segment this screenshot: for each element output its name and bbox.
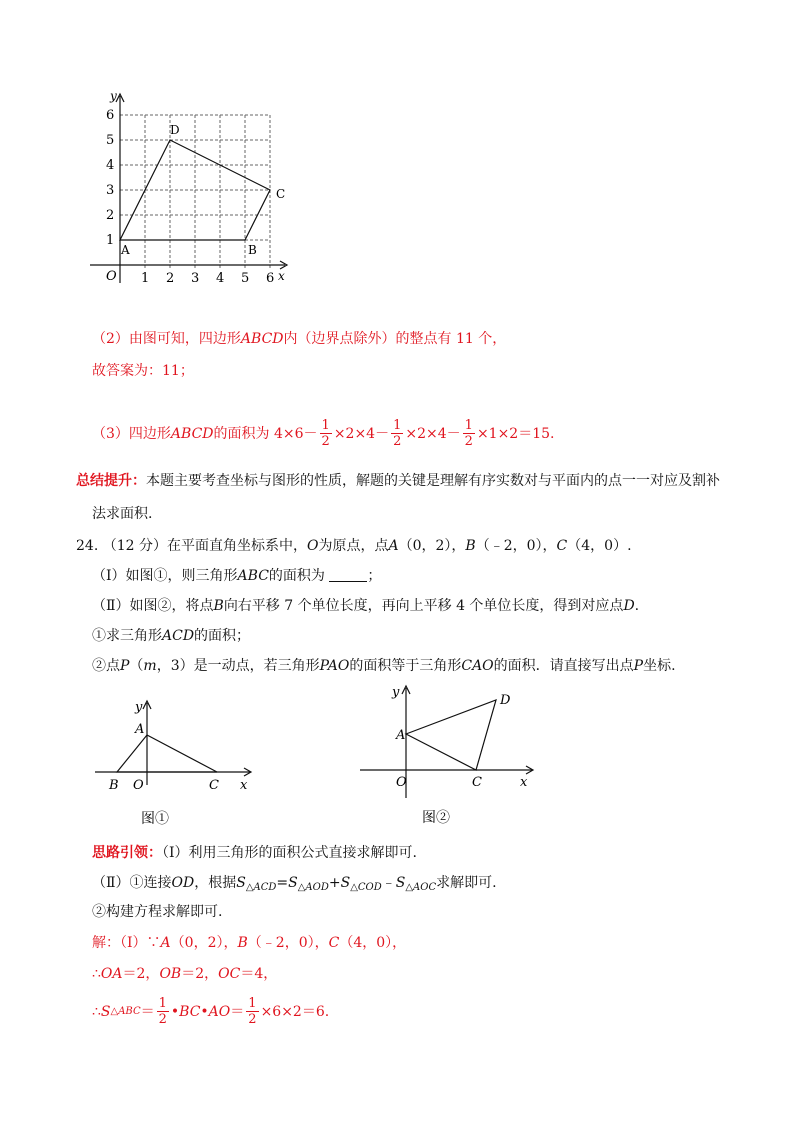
solution-line-1: 解：（Ⅰ）∵A（0，2），B（﹣2，0），C（4，0）， [92, 935, 407, 951]
fraction-half: $\frac{1}{2}$ [158, 996, 167, 1027]
fig1-o-label: O [133, 778, 144, 793]
summary-line-2: 法求面积. [92, 506, 153, 522]
q24-part2a: ①求三角形ACD的面积； [92, 628, 251, 644]
hint-line-3: ②构建方程求解即可. [92, 904, 223, 920]
fig2-x-label: x [520, 775, 528, 790]
fraction-half: $\frac{1}{2}$ [321, 418, 330, 449]
fraction-half: $\frac{1}{2}$ [464, 418, 473, 449]
part2-line: （2）由图可知，四边形ABCD内（边界点除外）的整点有 11 个， [92, 331, 507, 347]
y-tick-4: 4 [106, 158, 115, 173]
y-tick-1: 1 [106, 233, 115, 248]
figure-1 [95, 695, 255, 830]
solution-line-3: ∴ S △ABC ＝ $\frac{1}{2}$ •BC•AO ＝ $\frac{1}{2}$ ×6×2＝6. [92, 996, 330, 1027]
fraction-half: $\frac{1}{2}$ [393, 418, 402, 449]
q24-part2b: ②点P（m，3）是一动点，若三角形PAO的面积等于三角形CAO的面积．请直接写出点P坐标. [92, 658, 676, 674]
fig1-a-label: A [135, 722, 145, 737]
figure-2 [360, 680, 540, 830]
fig2-a-label: A [396, 728, 406, 743]
x-tick-1: 1 [141, 271, 150, 286]
fig1-x-label: x [240, 778, 248, 793]
grid-x-label: x [278, 269, 285, 283]
point-c-label: C [276, 187, 286, 201]
fig1-y-label: y [135, 700, 143, 715]
x-tick-2: 2 [166, 271, 175, 286]
q24-part2: （Ⅱ）如图②，将点B向右平移 7 个单位长度，再向上平移 4 个单位长度，得到对应点D. [92, 598, 640, 614]
point-d-label: D [170, 123, 180, 137]
x-tick-3: 3 [191, 271, 200, 286]
grid-figure [90, 88, 300, 288]
fig1-caption: 图① [141, 811, 169, 827]
solution-line-2: ∴OA＝2，OB＝2，OC＝4， [92, 966, 278, 982]
part3-line: （3）四边形 ABCD 的面积为 4×6－ $\frac{1}{2}$ ×2×4－ $\frac{1}{2}$ ×2×4－ $\frac{1}{2}$ ×1×2＝15. [92, 418, 555, 449]
fig2-c-label: C [472, 775, 482, 790]
y-tick-2: 2 [106, 208, 115, 223]
x-tick-6: 6 [266, 271, 275, 286]
answer-blank [329, 567, 367, 582]
x-tick-4: 4 [216, 271, 225, 286]
summary-line-1: 总结提升：本题主要考查坐标与图形的性质，解题的关键是理解有序实数对与平面内的点一一对应及割补 [76, 473, 720, 489]
hint-line-1: 思路引领：（Ⅰ）利用三角形的面积公式直接求解即可. [92, 845, 417, 861]
point-a-label: A [121, 243, 130, 257]
fig1-b-label: B [109, 778, 119, 793]
fig1-c-label: C [209, 778, 219, 793]
grid-y-label: y [110, 89, 117, 103]
q24-part1: （Ⅰ）如图①，则三角形ABC的面积为 ； [92, 568, 382, 584]
fig2-y-label: y [392, 685, 400, 700]
part2-answer: 故答案为：11； [92, 363, 194, 379]
fraction-half: $\frac{1}{2}$ [248, 996, 257, 1027]
y-tick-6: 6 [106, 108, 115, 123]
fig2-o-label: O [396, 775, 407, 790]
y-tick-3: 3 [106, 183, 115, 198]
grid-origin: O [106, 269, 117, 284]
x-tick-5: 5 [241, 271, 250, 286]
q24-stem: 24. （12 分）在平面直角坐标系中，O为原点，点A（0，2），B（﹣2，0），C（4，0）. [76, 538, 632, 554]
point-b-label: B [248, 243, 257, 257]
hint-line-2: （Ⅱ）①连接OD，根据$S_{\triangle ACD}=S_{\triangle AOD}+S_{\triangle COD}﹣S_{\triangle AOC}$求解即可. [92, 875, 497, 893]
y-tick-5: 5 [106, 133, 115, 148]
fig2-d-label: D [500, 693, 511, 708]
fig2-caption: 图② [422, 810, 450, 826]
